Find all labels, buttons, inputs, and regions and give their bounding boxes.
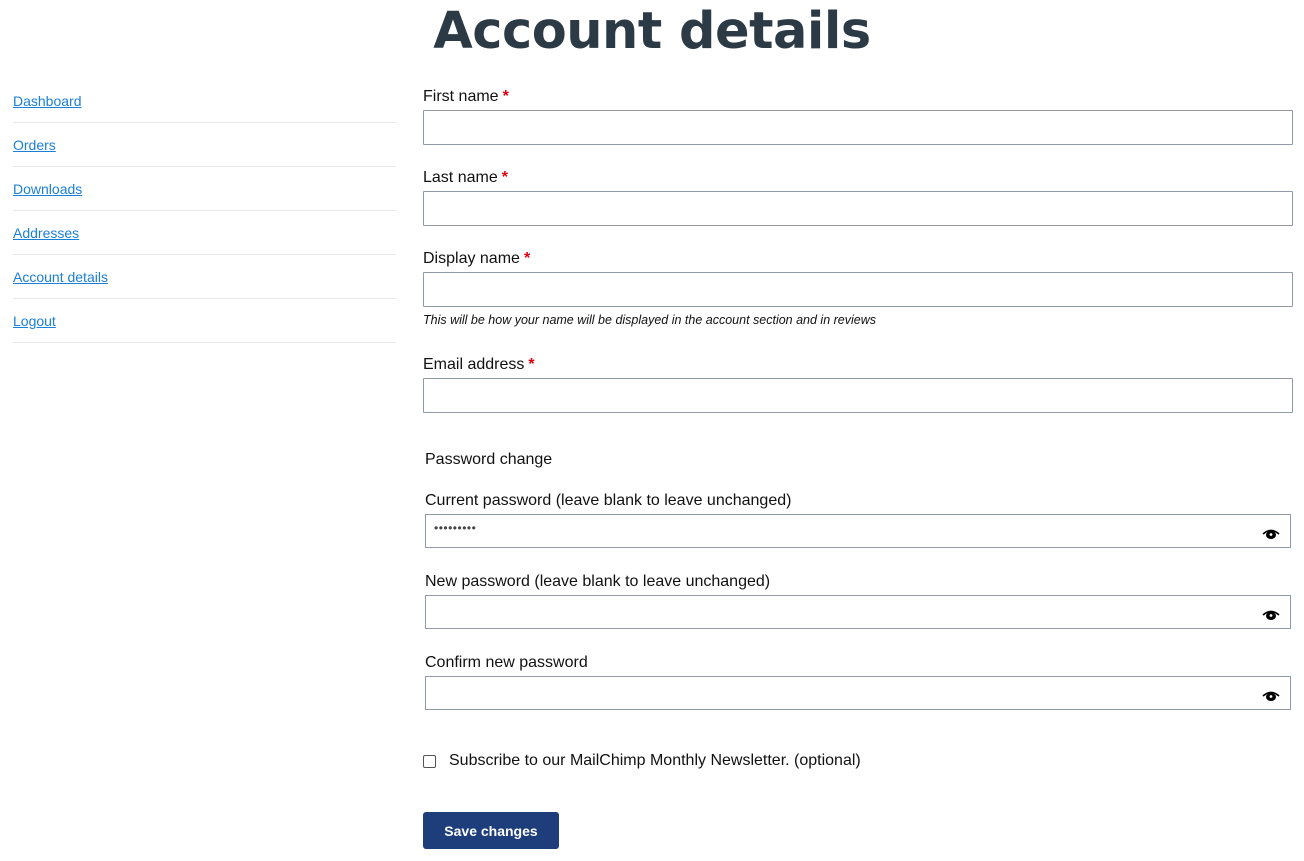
subscribe-label[interactable]: Subscribe to our MailChimp Monthly Newsletter. (optional)	[449, 752, 861, 769]
display-name-input[interactable]	[423, 272, 1293, 307]
subscribe-option	[423, 752, 861, 770]
first-name-field	[423, 87, 1293, 145]
sidebar-link-downloads[interactable]: Downloads	[13, 180, 83, 197]
page-title: Account details	[433, 2, 871, 61]
sidebar-item-addresses	[13, 211, 396, 255]
sidebar-link-dashboard[interactable]: Dashboard	[13, 92, 82, 109]
account-navigation	[13, 79, 396, 343]
current-password-field	[425, 491, 1291, 548]
password-change-title: Password change	[425, 451, 553, 468]
current-password-label: Current password (leave blank to leave unchanged)	[425, 492, 792, 509]
required-mark: *	[501, 169, 508, 186]
show-password-icon[interactable]	[1262, 528, 1280, 540]
confirm-password-field	[425, 653, 1291, 710]
first-name-label: First name *	[423, 88, 509, 105]
sidebar-item-orders	[13, 123, 396, 167]
sidebar-link-logout[interactable]: Logout	[13, 312, 56, 329]
last-name-input[interactable]	[423, 191, 1293, 226]
display-name-hint: This will be how your name will be displayed in the account section and in reviews	[423, 313, 877, 327]
first-name-input[interactable]	[423, 110, 1293, 145]
show-password-icon[interactable]	[1262, 609, 1280, 621]
subscribe-checkbox[interactable]	[423, 755, 436, 768]
sidebar-item-downloads	[13, 167, 396, 211]
display-name-label: Display name *	[423, 250, 531, 267]
new-password-label: New password (leave blank to leave unchanged)	[425, 573, 771, 590]
sidebar-link-account-details[interactable]: Account details	[13, 268, 108, 285]
save-changes-button[interactable]: Save changes	[423, 812, 559, 849]
sidebar-link-addresses[interactable]: Addresses	[13, 224, 80, 241]
sidebar-item-logout	[13, 299, 396, 343]
current-password-value: •••••••••	[434, 521, 477, 535]
confirm-password-input[interactable]	[425, 676, 1291, 710]
last-name-field	[423, 168, 1293, 226]
email-label: Email address *	[423, 356, 535, 373]
new-password-field	[425, 572, 1291, 629]
sidebar-item-account-details	[13, 255, 396, 299]
display-name-field	[423, 249, 1293, 327]
show-password-icon[interactable]	[1262, 690, 1280, 702]
email-field	[423, 355, 1293, 413]
last-name-label: Last name *	[423, 169, 508, 186]
required-mark: *	[523, 250, 531, 267]
required-mark: *	[502, 88, 509, 105]
email-input[interactable]	[423, 378, 1293, 413]
required-mark: *	[528, 356, 535, 373]
confirm-password-label: Confirm new password	[425, 654, 588, 671]
current-password-input[interactable]	[425, 514, 1291, 548]
sidebar-link-orders[interactable]: Orders	[13, 136, 56, 153]
sidebar-item-dashboard	[13, 79, 396, 123]
new-password-input[interactable]	[425, 595, 1291, 629]
